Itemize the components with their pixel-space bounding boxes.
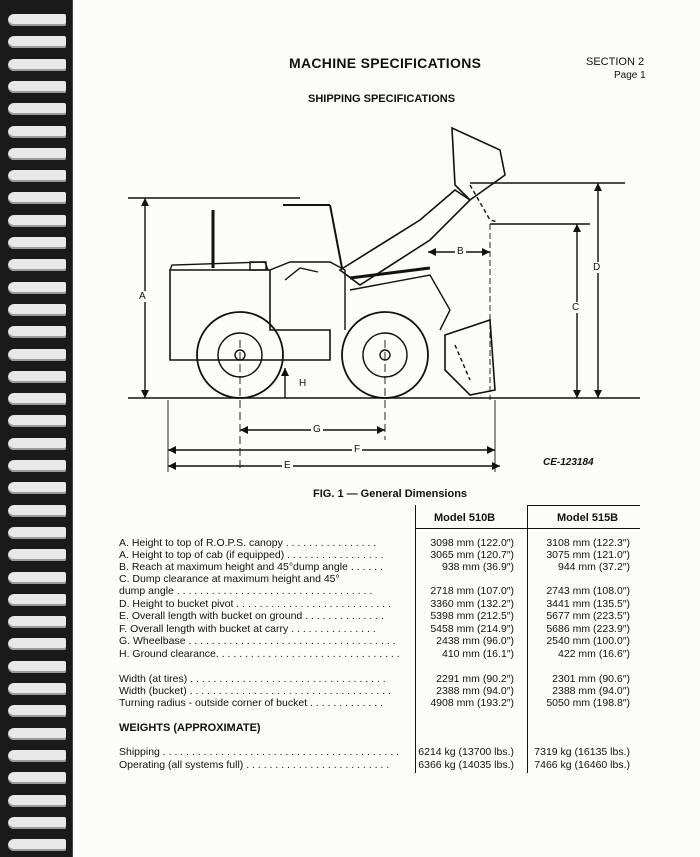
spec-value-515b: 2540 mm (100.0″) [546, 635, 630, 647]
spec-value-515b: 5677 mm (223.5″) [546, 610, 630, 622]
spec-value-515b: 944 mm (37.2″) [558, 561, 630, 573]
weights-heading: WEIGHTS (APPROXIMATE) [119, 722, 261, 734]
binding-ring [8, 505, 66, 517]
binding-ring [8, 772, 66, 784]
spec-value-510b: 410 mm (16.1″) [442, 648, 514, 660]
binding-ring [8, 638, 66, 650]
label-d: D [593, 262, 601, 273]
hood-top [170, 262, 268, 270]
spec-value-515b: 7466 kg (16460 lbs.) [534, 759, 630, 771]
spec-label: C. Dump clearance at maximum height and 45° [119, 573, 340, 585]
spec-value-510b: 5398 mm (212.5″) [430, 610, 514, 622]
table-divider-2 [527, 505, 528, 773]
binding-ring [8, 817, 66, 829]
binding-ring [8, 616, 66, 628]
table-top-rule [527, 505, 640, 506]
spec-value-515b: 3075 mm (121.0″) [546, 549, 630, 561]
binding-ring [8, 683, 66, 695]
spec-label: Width (bucket) . . . . . . . . . . . . . . . . . . . . . . . . . . . . . . . . . . . [119, 685, 391, 697]
spec-value-515b: 5686 mm (223.9″) [546, 623, 630, 635]
spec-value-510b: 3098 mm (122.0″) [430, 537, 514, 549]
spec-label: Operating (all systems full) . . . . . . . . . . . . . . . . . . . . . . . . . [119, 759, 390, 771]
spec-label: A. Height to top of R.O.P.S. canopy . . . . . . . . . . . . . . . . [119, 537, 377, 549]
spec-label: D. Height to bucket pivot . . . . . . . . . . . . . . . . . . . . . . . . . . . [119, 598, 391, 610]
spec-value-510b: 6214 kg (13700 lbs.) [418, 746, 514, 758]
column-header-510b: Model 510B [434, 512, 496, 524]
table-header-rule [415, 528, 640, 529]
spec-value-510b: 5458 mm (214.9″) [430, 623, 514, 635]
page-title: MACHINE SPECIFICATIONS [289, 55, 482, 71]
spec-value-515b: 3441 mm (135.5″) [546, 598, 630, 610]
spec-value-515b: 2388 mm (94.0″) [552, 685, 630, 697]
section-label: SECTION 2 [586, 56, 645, 68]
spec-value-510b: 4908 mm (193.2″) [430, 697, 514, 709]
figure-caption: FIG. 1 — General Dimensions [313, 488, 468, 500]
spec-label: H. Ground clearance. . . . . . . . . . . . . . . . . . . . . . . . . . . . . . . . [119, 648, 400, 660]
rops-post [330, 205, 342, 268]
binding-ring [8, 705, 66, 717]
label-b: B [457, 246, 464, 257]
label-c: C [572, 302, 580, 313]
spec-label: A. Height to top of cab (if equipped) . . . . . . . . . . . . . . . . . [119, 549, 384, 561]
spec-label: F. Overall length with bucket at carry . . . . . . . . . . . . . . . [119, 623, 376, 635]
machine-body [170, 270, 330, 360]
binding-ring [8, 594, 66, 606]
bucket-ground-dashed [455, 345, 470, 380]
binding-ring [8, 661, 66, 673]
label-e: E [284, 460, 291, 471]
figure-code: CE-123184 [543, 457, 594, 468]
label-a: A [139, 291, 146, 302]
spec-label: Shipping . . . . . . . . . . . . . . . . . . . . . . . . . . . . . . . . . . . . . . . . . [119, 746, 400, 758]
binding-ring [8, 839, 66, 851]
label-h: H [299, 378, 307, 389]
spec-value-515b: 3108 mm (122.3″) [546, 537, 630, 549]
spec-value-515b: 7319 kg (16135 lbs.) [534, 746, 630, 758]
spec-value-510b: 2718 mm (107.0″) [430, 585, 514, 597]
column-header-515b: Model 515B [557, 512, 619, 524]
lift-arm-lowered [350, 275, 450, 330]
spec-value-510b: 2291 mm (90.2″) [436, 673, 514, 685]
binding-ring [8, 527, 66, 539]
binding-ring [8, 795, 66, 807]
spec-value-510b: 2388 mm (94.0″) [436, 685, 514, 697]
bucket-carry [445, 320, 495, 395]
spec-label: G. Wheelbase . . . . . . . . . . . . . . . . . . . . . . . . . . . . . . . . . . . . [119, 635, 396, 647]
binding-ring [8, 572, 66, 584]
spec-value-515b: 2743 mm (108.0″) [546, 585, 630, 597]
spec-label: Turning radius - outside corner of bucket . . . . . . . . . . . . . [119, 697, 383, 709]
spec-value-515b: 422 mm (16.6″) [558, 648, 630, 660]
spec-label: B. Reach at maximum height and 45°dump angle . . . . . . [119, 561, 383, 573]
cab-frame [270, 262, 345, 330]
table-divider-1 [415, 505, 416, 773]
spec-value-510b: 2438 mm (96.0″) [436, 635, 514, 647]
section-subtitle: SHIPPING SPECIFICATIONS [308, 93, 456, 105]
spec-value-515b: 5050 mm (198.8″) [546, 697, 630, 709]
spec-value-510b: 938 mm (36.9″) [442, 561, 514, 573]
seat [285, 268, 318, 280]
binding-ring [8, 549, 66, 561]
spec-value-515b: 2301 mm (90.6″) [552, 673, 630, 685]
spec-label: dump angle . . . . . . . . . . . . . . . . . . . . . . . . . . . . . . . . . . [119, 585, 373, 597]
binding-ring [8, 750, 66, 762]
bucket-raised [452, 128, 505, 200]
binding-ring [8, 728, 66, 740]
spec-value-510b: 6366 kg (14035 lbs.) [418, 759, 514, 771]
spec-value-510b: 3065 mm (120.7″) [430, 549, 514, 561]
spec-value-510b: 3360 mm (132.2″) [430, 598, 514, 610]
page-number: Page 1 [614, 70, 646, 81]
label-f: F [354, 444, 361, 455]
spec-label: E. Overall length with bucket on ground . . . . . . . . . . . . . . [119, 610, 384, 622]
spec-label: Width (at tires) . . . . . . . . . . . . . . . . . . . . . . . . . . . . . . . . . . [119, 673, 386, 685]
lift-cylinder [350, 268, 430, 278]
label-g: G [313, 424, 321, 435]
filler-cap [250, 262, 266, 270]
